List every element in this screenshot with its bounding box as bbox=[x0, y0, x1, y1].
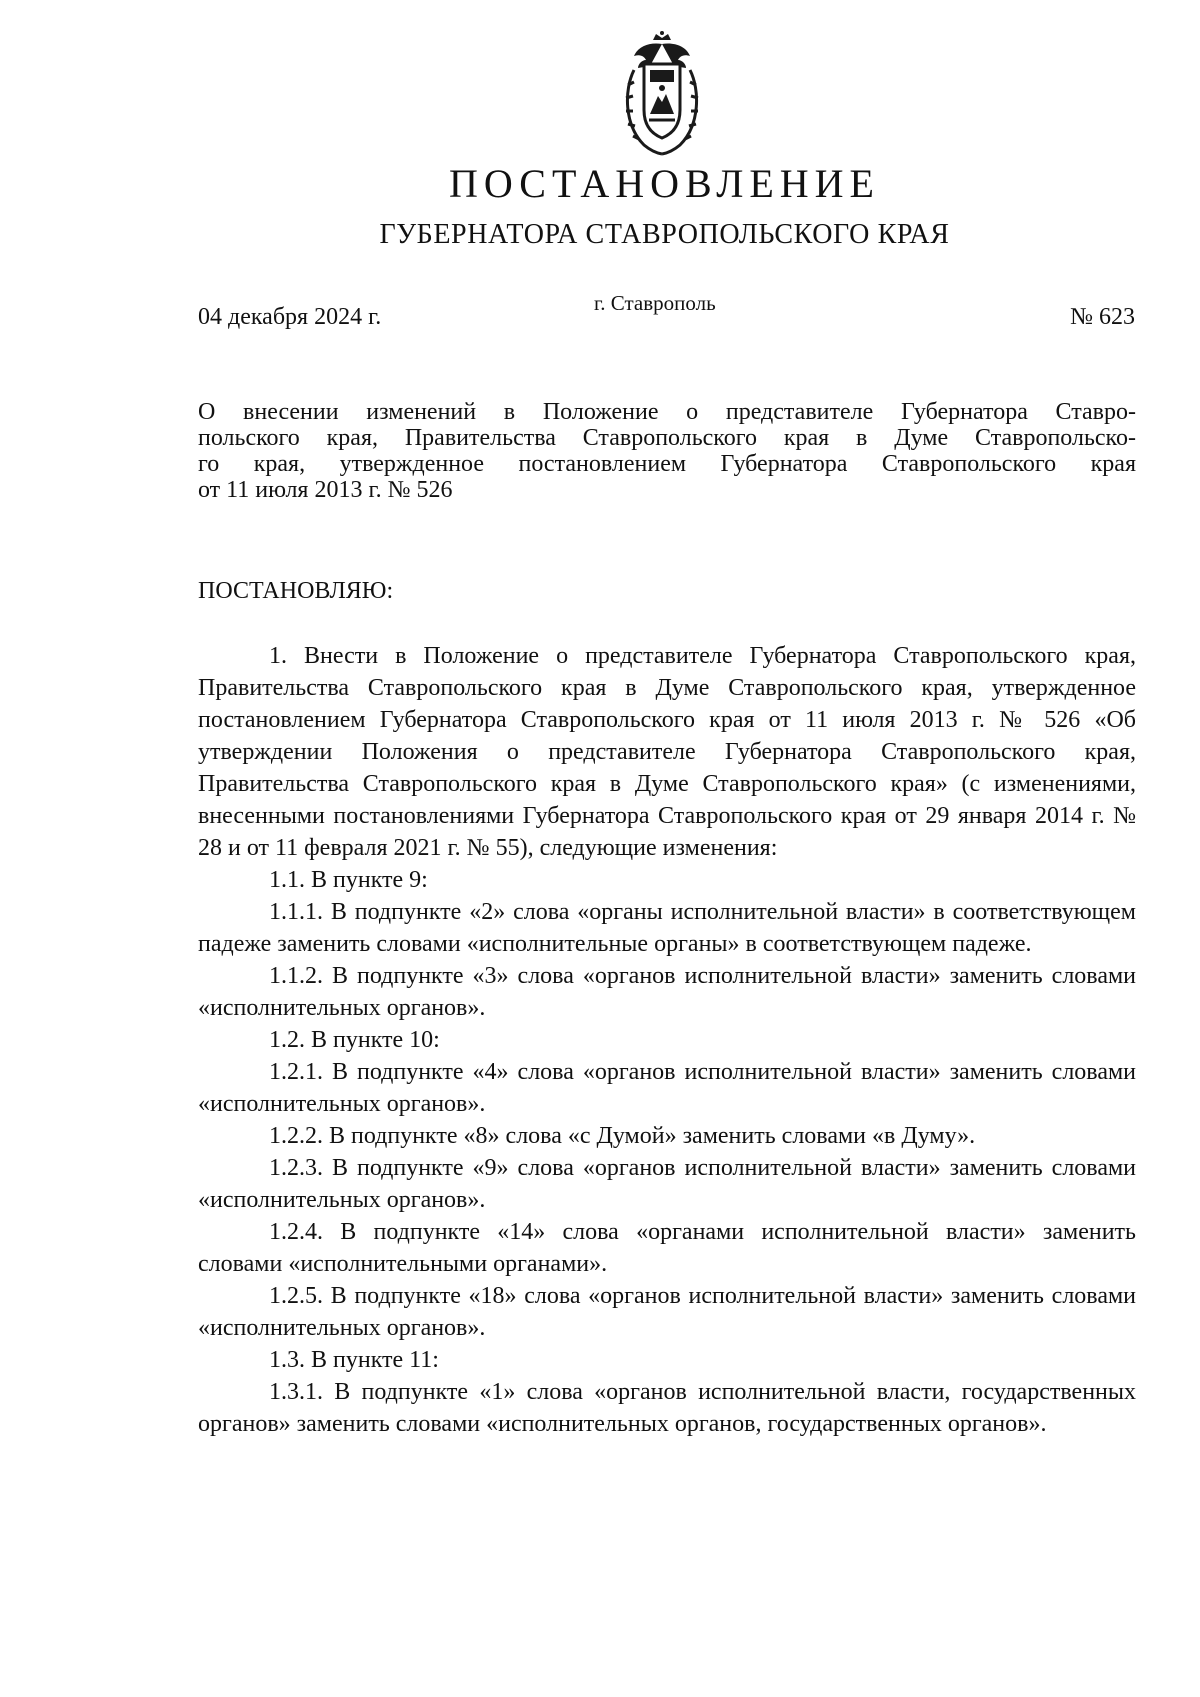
subject-line: польского края, Правительства Ставропольского края в Думе Ставропольско- bbox=[198, 425, 1136, 451]
issuing-authority: ГУБЕРНАТОРА СТАВРОПОЛЬСКОГО КРАЯ bbox=[379, 219, 950, 250]
body-paragraph: 1.1.2. В подпункте «3» слова «органов исполнительной власти» заменить словами «исполнительных органов». bbox=[198, 963, 1136, 1021]
body-paragraph: 1.2.1. В подпункте «4» слова «органов исполнительной власти» заменить словами «исполнительных органов». bbox=[198, 1059, 1136, 1117]
subject-line: от 11 июля 2013 г. № 526 bbox=[198, 477, 453, 503]
subject-line: О внесении изменений в Положение о представителе Губернатора Ставро- bbox=[198, 399, 1136, 425]
body-paragraph: 1.1. В пункте 9: bbox=[269, 867, 428, 893]
document-type: ПОСТАНОВЛЕНИЕ bbox=[449, 161, 880, 206]
body-paragraph: 1.2.3. В подпункте «9» слова «органов исполнительной власти» заменить словами «исполнительных органов». bbox=[198, 1155, 1136, 1213]
body-paragraph: 1.2.5. В подпункте «18» слова «органов исполнительной власти» заменить словами «исполнительных органов». bbox=[198, 1283, 1136, 1341]
decree-heading: ПОСТАНОВЛЯЮ: bbox=[198, 578, 394, 604]
document-subject bbox=[198, 399, 1136, 503]
coat-of-arms-icon bbox=[620, 30, 704, 160]
body-paragraph: 1.2.4. В подпункте «14» слова «органами исполнительной власти» заменить словами «исполнительными органами». bbox=[198, 1219, 1136, 1277]
body-paragraph: 1.3.1. В подпункте «1» слова «органов исполнительной власти, государственных органов» заменить словами «исполнительных органов, государственных органов». bbox=[198, 1379, 1136, 1437]
body-paragraph: 1.1.1. В подпункте «2» слова «органы исполнительной власти» в соответствующем падеже заменить словами «исполнительные органы» в соответствующем падеже. bbox=[198, 899, 1136, 957]
body-paragraph: 1. Внести в Положение о представителе Губернатора Ставропольского края, Правительства Ставропольского края в Думе Ставропольского края, утвержденное постановлением Губернатора Ставропольского края от 11 июля 2013 г. № 526 «Об утверждении Положения о представителе Губернатора Ставропольского края, Правительства Ставропольского края в Думе Ставропольского края» (с изменениями, внесенными постановлениями Губернатора Ставропольского края от 29 января 2014 г. № 28 и от 11 февраля 2021 г. № 55), следующие изменения: bbox=[198, 643, 1136, 861]
document-number: № 623 bbox=[1070, 304, 1135, 330]
body-paragraph: 1.2.2. В подпункте «8» слова «с Думой» заменить словами «в Думу». bbox=[269, 1123, 976, 1149]
body-paragraph: 1.2. В пункте 10: bbox=[269, 1027, 440, 1053]
document-city: г. Ставрополь bbox=[594, 291, 716, 315]
document-date: 04 декабря 2024 г. bbox=[198, 304, 382, 330]
body-paragraph: 1.3. В пункте 11: bbox=[269, 1347, 439, 1373]
document-body bbox=[198, 640, 1136, 1440]
subject-line: го края, утвержденное постановлением Губернатора Ставропольского края bbox=[198, 451, 1136, 477]
